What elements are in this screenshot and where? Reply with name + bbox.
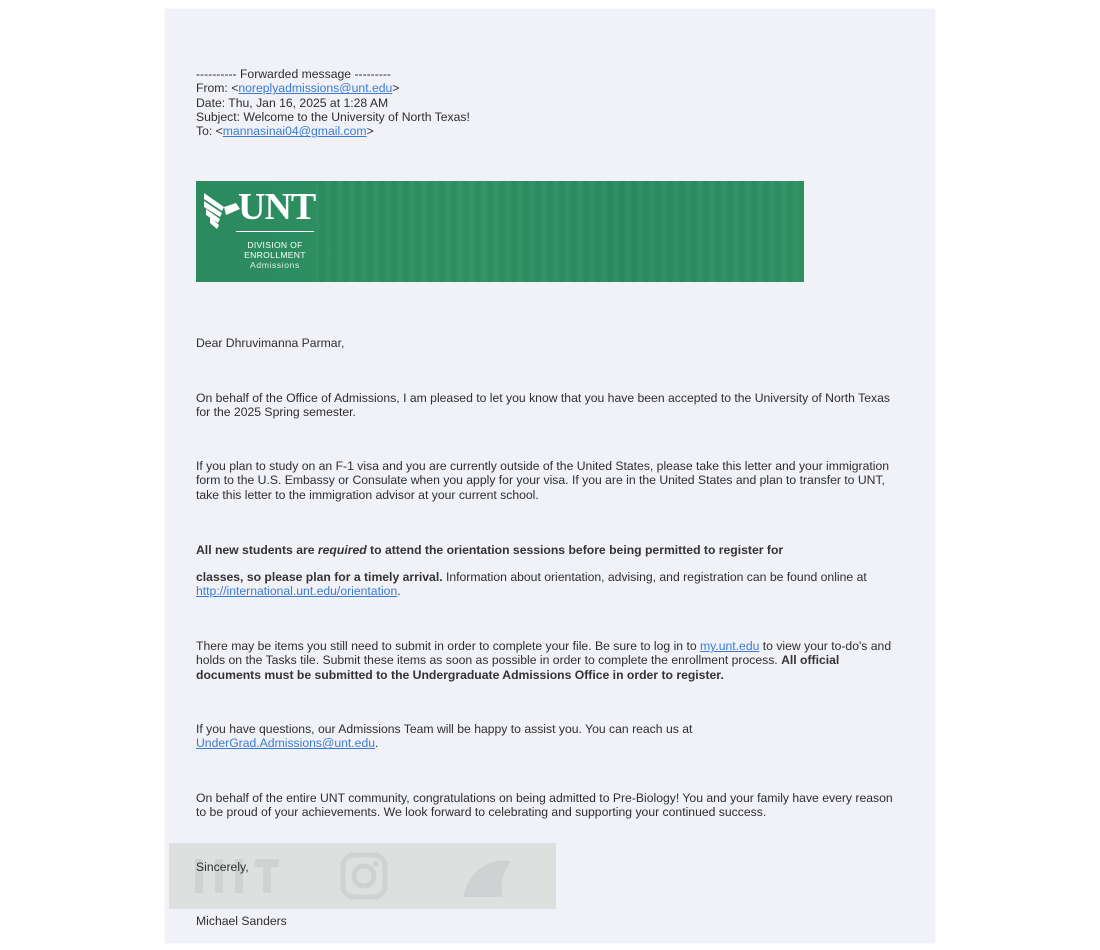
- unt-logo: [200, 187, 330, 277]
- forward-header: [196, 67, 906, 138]
- paragraph-congratulations: On behalf of the entire UNT community, congratulations on being admitted to Pre-Biology! You and your family have every reason to be proud of your achievements. We look forward to celebrating and supporting your continued success.: [196, 791, 893, 820]
- date-line: Date: Thu, Jan 16, 2025 at 1:28 AM: [196, 95, 389, 110]
- paragraph-tasks: There may be items you still need to submit in order to complete your file. Be sure to log in to my.unt.edu to view your to-do's and holds on the Tasks tile. Submit these items as soon as possible in order to complete the enrollment process. All official documents must be submitted to the Undergraduate Admissions Office in order to register.: [196, 639, 892, 682]
- signer-name: Michael Sanders: [196, 914, 287, 928]
- orientation-link[interactable]: http://international.unt.edu/orientation: [196, 584, 398, 599]
- unt-banner: [196, 181, 804, 282]
- logo-subtitle: DIVISION OF ENROLLMENT Admissions: [244, 240, 306, 270]
- greeting: Dear Dhruvimanna Parmar,: [196, 336, 345, 350]
- eagle-ghost-icon: [459, 851, 515, 901]
- paragraph-orientation-heading: All new students are required to attend the orientation sessions before being permitted to register for: [196, 543, 784, 557]
- to-line: To: <mannasinai04@gmail.com>: [196, 124, 374, 139]
- letter-page: [165, 9, 935, 943]
- paragraph-acceptance: On behalf of the Office of Admissions, I am pleased to let you know that you have been accepted to the University of North Texas for the 2025 Spring semester.: [196, 391, 890, 420]
- subject-line: Subject: Welcome to the University of North Texas!: [196, 109, 470, 124]
- social-footer-ghost: [169, 843, 556, 909]
- my-unt-link[interactable]: my.unt.edu: [700, 639, 760, 653]
- forward-line: ---------- Forwarded message ---------: [196, 67, 391, 81]
- from-line: From: <noreplyadmissions@unt.edu>: [196, 81, 400, 96]
- admissions-email-link[interactable]: UnderGrad.Admissions@unt.edu: [196, 736, 376, 751]
- paragraph-orientation: classes, so please plan for a timely arrival. Information about orientation, advising, and registration can be found online at http://international.unt.edu/orientation.: [196, 570, 867, 599]
- eagle-icon: [202, 189, 242, 233]
- paragraph-visa: If you plan to study on an F-1 visa and you are currently outside of the United States, please take this letter and your immigration form to the U.S. Embassy or Consulate when you apply for your visa. If you are in the United States and plan to transfer to UNT, take this letter to the immigration advisor at your current school.: [196, 459, 890, 502]
- paragraph-questions: If you have questions, our Admissions Team will be happy to assist you. You can reach us at UnderGrad.Admissions@unt.edu.: [196, 722, 693, 751]
- to-address-link[interactable]: mannasinai04@gmail.com: [222, 124, 367, 139]
- closing: Sincerely,: [196, 860, 249, 874]
- from-address-link[interactable]: noreplyadmissions@unt.edu: [238, 81, 393, 96]
- instagram-icon: [339, 851, 389, 901]
- logo-wordmark: UNT: [238, 186, 316, 228]
